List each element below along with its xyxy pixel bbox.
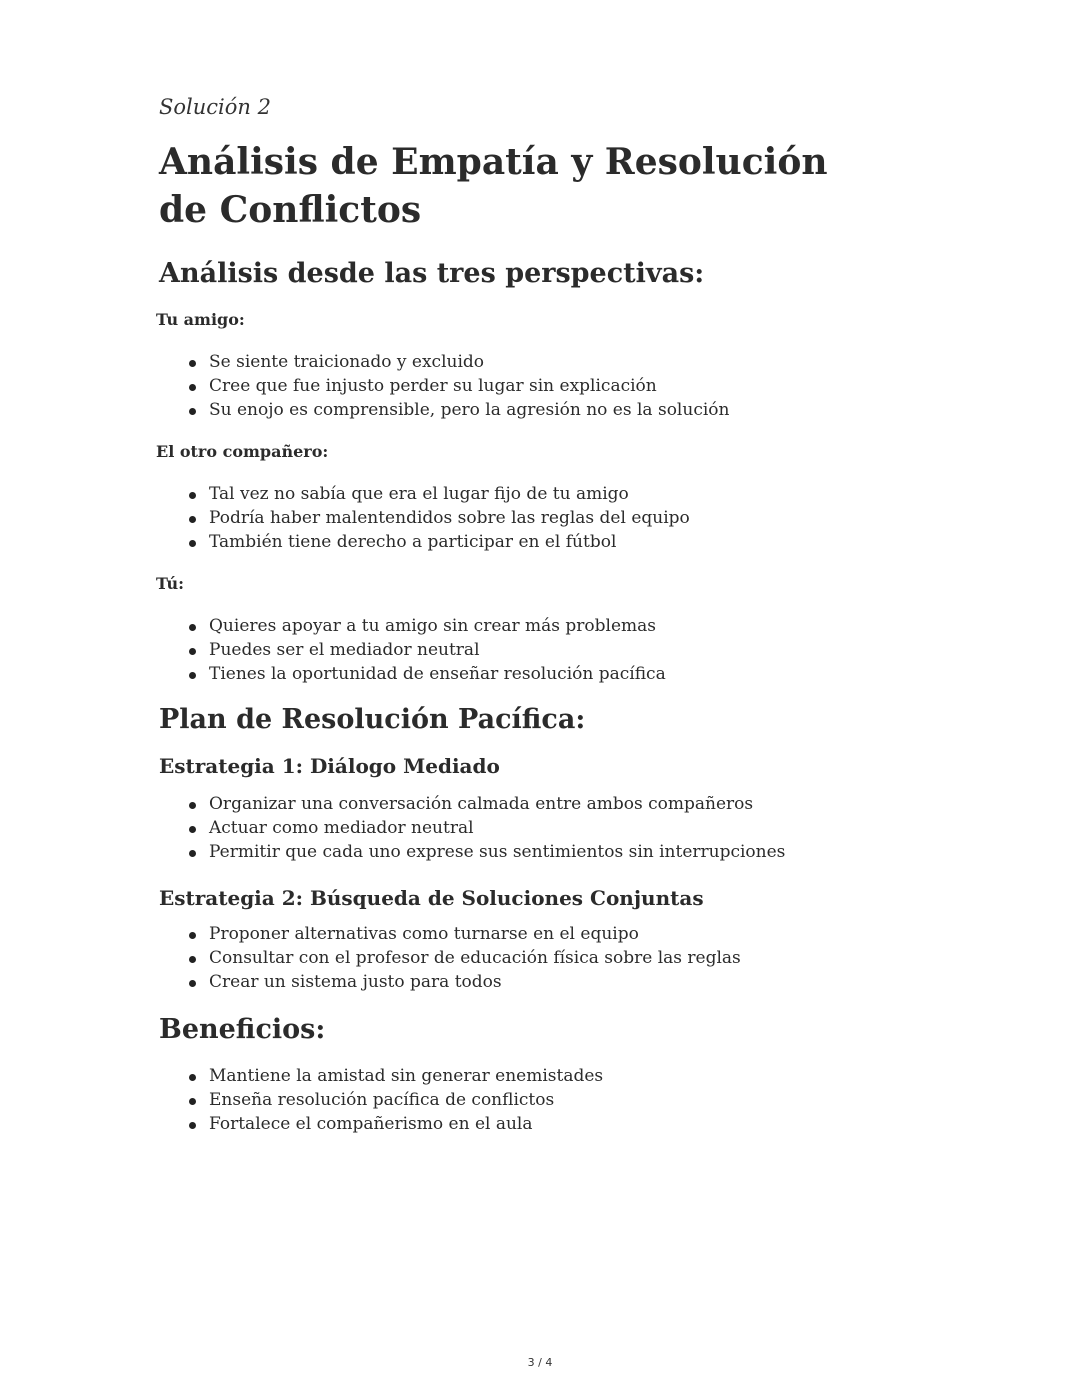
perspective-list-you (159, 614, 959, 686)
section-heading-perspectives: Análisis desde las tres perspectivas: (159, 258, 705, 289)
list-item: Fortalece el compañerismo en el aula (159, 1112, 959, 1136)
solution-label: Solución 2 (159, 95, 271, 119)
list-item: Mantiene la amistad sin generar enemistades (159, 1064, 959, 1088)
document-page (156, 92, 959, 1136)
perspective-list-friend (159, 350, 959, 422)
list-item: Tienes la oportunidad de enseñar resolución pacífica (159, 662, 959, 686)
list-item: Se siente traicionado y excluido (159, 350, 959, 374)
list-item: Tal vez no sabía que era el lugar fijo de tu amigo (159, 482, 959, 506)
perspective-label-friend: Tu amigo: (156, 310, 245, 329)
list-item: También tiene derecho a participar en el fútbol (159, 530, 959, 554)
strategy-list-1 (159, 792, 959, 864)
list-item: Actuar como mediador neutral (159, 816, 959, 840)
list-item: Puedes ser el mediador neutral (159, 638, 959, 662)
list-item: Proponer alternativas como turnarse en el equipo (159, 922, 959, 946)
list-item: Su enojo es comprensible, pero la agresión no es la solución (159, 398, 959, 422)
perspective-label-you: Tú: (156, 574, 184, 593)
list-item: Quieres apoyar a tu amigo sin crear más problemas (159, 614, 959, 638)
benefits-list (159, 1064, 959, 1136)
perspective-list-other (159, 482, 959, 554)
perspective-label-other: El otro compañero: (156, 442, 329, 461)
list-item: Permitir que cada uno exprese sus sentimientos sin interrupciones (159, 840, 959, 864)
list-item: Organizar una conversación calmada entre ambos compañeros (159, 792, 959, 816)
list-item: Podría haber malentendidos sobre las reglas del equipo (159, 506, 959, 530)
strategy-list-2 (159, 922, 959, 994)
page-title: Análisis de Empatía y Resolución de Conflictos (159, 141, 828, 231)
list-item: Consultar con el profesor de educación física sobre las reglas (159, 946, 959, 970)
page-number: 3 / 4 (527, 1356, 553, 1369)
list-item: Cree que fue injusto perder su lugar sin explicación (159, 374, 959, 398)
strategy-heading-2: Estrategia 2: Búsqueda de Soluciones Conjuntas (159, 886, 704, 910)
strategy-heading-1: Estrategia 1: Diálogo Mediado (159, 754, 500, 778)
section-heading-benefits: Beneficios: (159, 1014, 326, 1045)
list-item: Enseña resolución pacífica de conflictos (159, 1088, 959, 1112)
section-heading-plan: Plan de Resolución Pacífica: (159, 704, 586, 735)
list-item: Crear un sistema justo para todos (159, 970, 959, 994)
